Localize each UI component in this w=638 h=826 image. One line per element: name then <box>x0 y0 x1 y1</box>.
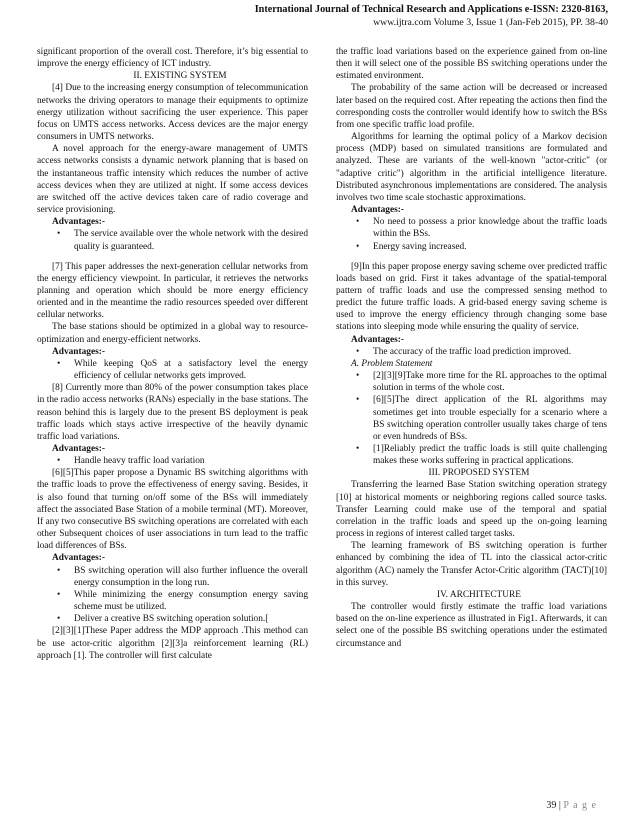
paragraph: [9]In this paper propose energy saving scheme over predicted traffic loads based on grid. First it takes advantage of the spatial-temporal pattern of traffic loads and use the compressed sensing method to predict the future traffic loads. A grid-based energy saving scheme is used to improve the energy efficiency through changing some base stations into sleeping mode while ensuring the quality of service. <box>336 261 607 333</box>
paragraph: The probability of the same action will be decreased or increased later based on the required cost. After repeating the actions then find the corresponding costs the controller would identify how to switch the BSs from one specific traffic load profile. <box>336 83 607 130</box>
section-heading-architecture: IV. ARCHITECTURE <box>437 589 521 600</box>
journal-header-volume: www.ijtra.com Volume 3, Issue 1 (Jan-Feb 2015), PP. 38-40 <box>373 16 608 28</box>
paragraph: A novel approach for the energy-aware management of UMTS access networks consists a dynamic network planning that is based on the instantaneous traffic intensity which reduces the number of active access devices when they are utilized at night. If some access devices are switched off the active devices taken care of radio coverage and service provisioning. <box>37 144 308 216</box>
list-item: • [6][5]The direct application of the RL algorithms may sometimes get into trouble especially for a scenario where a BS switching operation controller usually takes charge of tens or even hundreds of BSs. <box>336 394 607 443</box>
list-item: • [1]Reliably predict the traffic loads is still quite challenging makes these works suffering in practical applications. <box>336 443 607 467</box>
advantages-heading: Advantages:- <box>351 334 404 345</box>
bullet-list <box>37 455 308 467</box>
advantages-heading: Advantages:- <box>52 346 105 357</box>
paragraph: [2][3][1]These Paper address the MDP approach .This method can be use actor-critic algorithm [2][3]a reinforcement learning (RL) approach [1]. The controller will first calculate <box>37 626 308 661</box>
section-heading-proposed-system: III. PROPOSED SYSTEM <box>428 468 530 479</box>
left-column <box>37 46 308 662</box>
paragraph: [4] Due to the increasing energy consumption of telecommunication networks the driving operators to manage their equipments to optimize energy utilization without sacrificing the user experience. This paper focus on UMTS access networks. Access devices are the major energy consumers in UMTS networks. <box>37 83 308 143</box>
list-item: • While minimizing the energy consumption energy saving scheme must be utilized. <box>37 589 308 613</box>
paragraph: [6][5]This paper propose a Dynamic BS switching algorithms with the traffic loads to prove the effectiveness of energy saving. Besides, it is also found that turning on/off some of the BSs will immediately affect the associated Base Station of a mobile terminal (MT). Moreover, If any two consecutive BS switching operations are correlated with each other Subsequent choices of user associations in turn lead to the traffic load differences of BSs. <box>37 468 308 552</box>
paragraph: [8] Currently more than 80% of the power consumption takes place in the radio access networks (RANs) especially in the base stations. The reason behind this is largely due to the present BS deployment is peak traffic loads which stays active irrespective of the heavily dynamic traffic load variations. <box>37 383 308 442</box>
right-column <box>336 46 607 650</box>
bullet-list <box>37 565 308 626</box>
page-number: 39 | <box>546 800 564 811</box>
advantages-heading: Advantages:- <box>52 444 105 454</box>
list-item: • Deliver a creative BS switching operation solution.[ <box>37 613 308 625</box>
list-item: • The accuracy of the traffic load prediction improved. <box>336 346 607 358</box>
bullet-list <box>336 216 607 252</box>
paragraph: Transferring the learned Base Station switching operation strategy [10] at historical moments or neighboring regions called source tasks. Transfer Learning could make use of the temporal and spatial correlation in the traffic loads and speed up the on-going learning process in regions of interest called target tasks. <box>336 480 607 540</box>
list-item: • The service available over the whole network with the desired quality is guaranteed. <box>37 228 308 252</box>
section-heading-existing-system: II. EXISTING SYSTEM <box>133 71 227 82</box>
bullet-list <box>37 228 308 252</box>
list-item: • No need to possess a prior knowledge about the traffic loads within the BSs. <box>336 216 607 240</box>
advantages-heading: Advantages:- <box>351 205 404 216</box>
paragraph: significant proportion of the overall cost. Therefore, it’s big essential to improve the energy efficiency of ICT industry. <box>37 47 308 70</box>
list-item: • Handle heavy traffic load variation <box>37 455 308 467</box>
list-item: • While keeping QoS at a satisfactory level the energy efficiency of cellular networks gets improved. <box>37 358 308 382</box>
list-item: • BS switching operation will also further influence the overall energy consumption in the long run. <box>37 565 308 589</box>
paragraph: The learning framework of BS switching operation is further enhanced by combining the idea of TL into the classical actor-critic algorithm (AC) namely the Transfer Actor-Critic algorithm (TACT)[10] in this survey. <box>336 541 607 588</box>
paragraph: The controller would firstly estimate the traffic load variations based on the on-line experience as illustrated in Fig1. Afterwards, it can select one of the possible BS switching operations under the estimated circumstance and <box>336 602 607 649</box>
advantages-heading: Advantages:- <box>52 217 105 228</box>
paragraph: [7] This paper addresses the next-generation cellular networks from the energy efficiency viewpoint. In particular, it retrieves the networks planning and operation which should be more energy efficiency oriented and in the meantime the radio resources speeded over different cellular networks. <box>37 261 308 321</box>
journal-header-title: International Journal of Technical Research and Applications e-ISSN: 2320-8163, <box>254 4 608 15</box>
bullet-list <box>336 370 607 467</box>
list-item: • Energy saving increased. <box>336 241 607 253</box>
list-item: • [2][3][9]Take more time for the RL approaches to the optimal solution in terms of the whole cost. <box>336 370 607 394</box>
advantages-heading: Advantages:- <box>52 553 105 564</box>
page-label: P a g e <box>563 800 597 811</box>
bullet-list <box>336 346 607 358</box>
paragraph: The base stations should be optimized in a global way to resource-optimization and energy-efficient networks. <box>37 322 308 345</box>
subsection-heading-problem-statement: A. Problem Statement <box>351 358 433 369</box>
paragraph: Algorithms for learning the optimal policy of a Markov decision process (MDP) based on simulated transitions are formulated and analyzed. These are variants of the well-known "actor-critic" (or "adaptive critic") algorithm in the artificial intelligence literature. Distributed asynchronous implementations are considered. The analysis involves two time scale stochastic approximations. <box>336 132 607 203</box>
page-footer <box>546 800 597 811</box>
bullet-list <box>37 358 308 382</box>
paragraph: the traffic load variations based on the experience gained from on-line then it will select one of the possible BS switching operations under the estimated environment. <box>336 47 607 82</box>
